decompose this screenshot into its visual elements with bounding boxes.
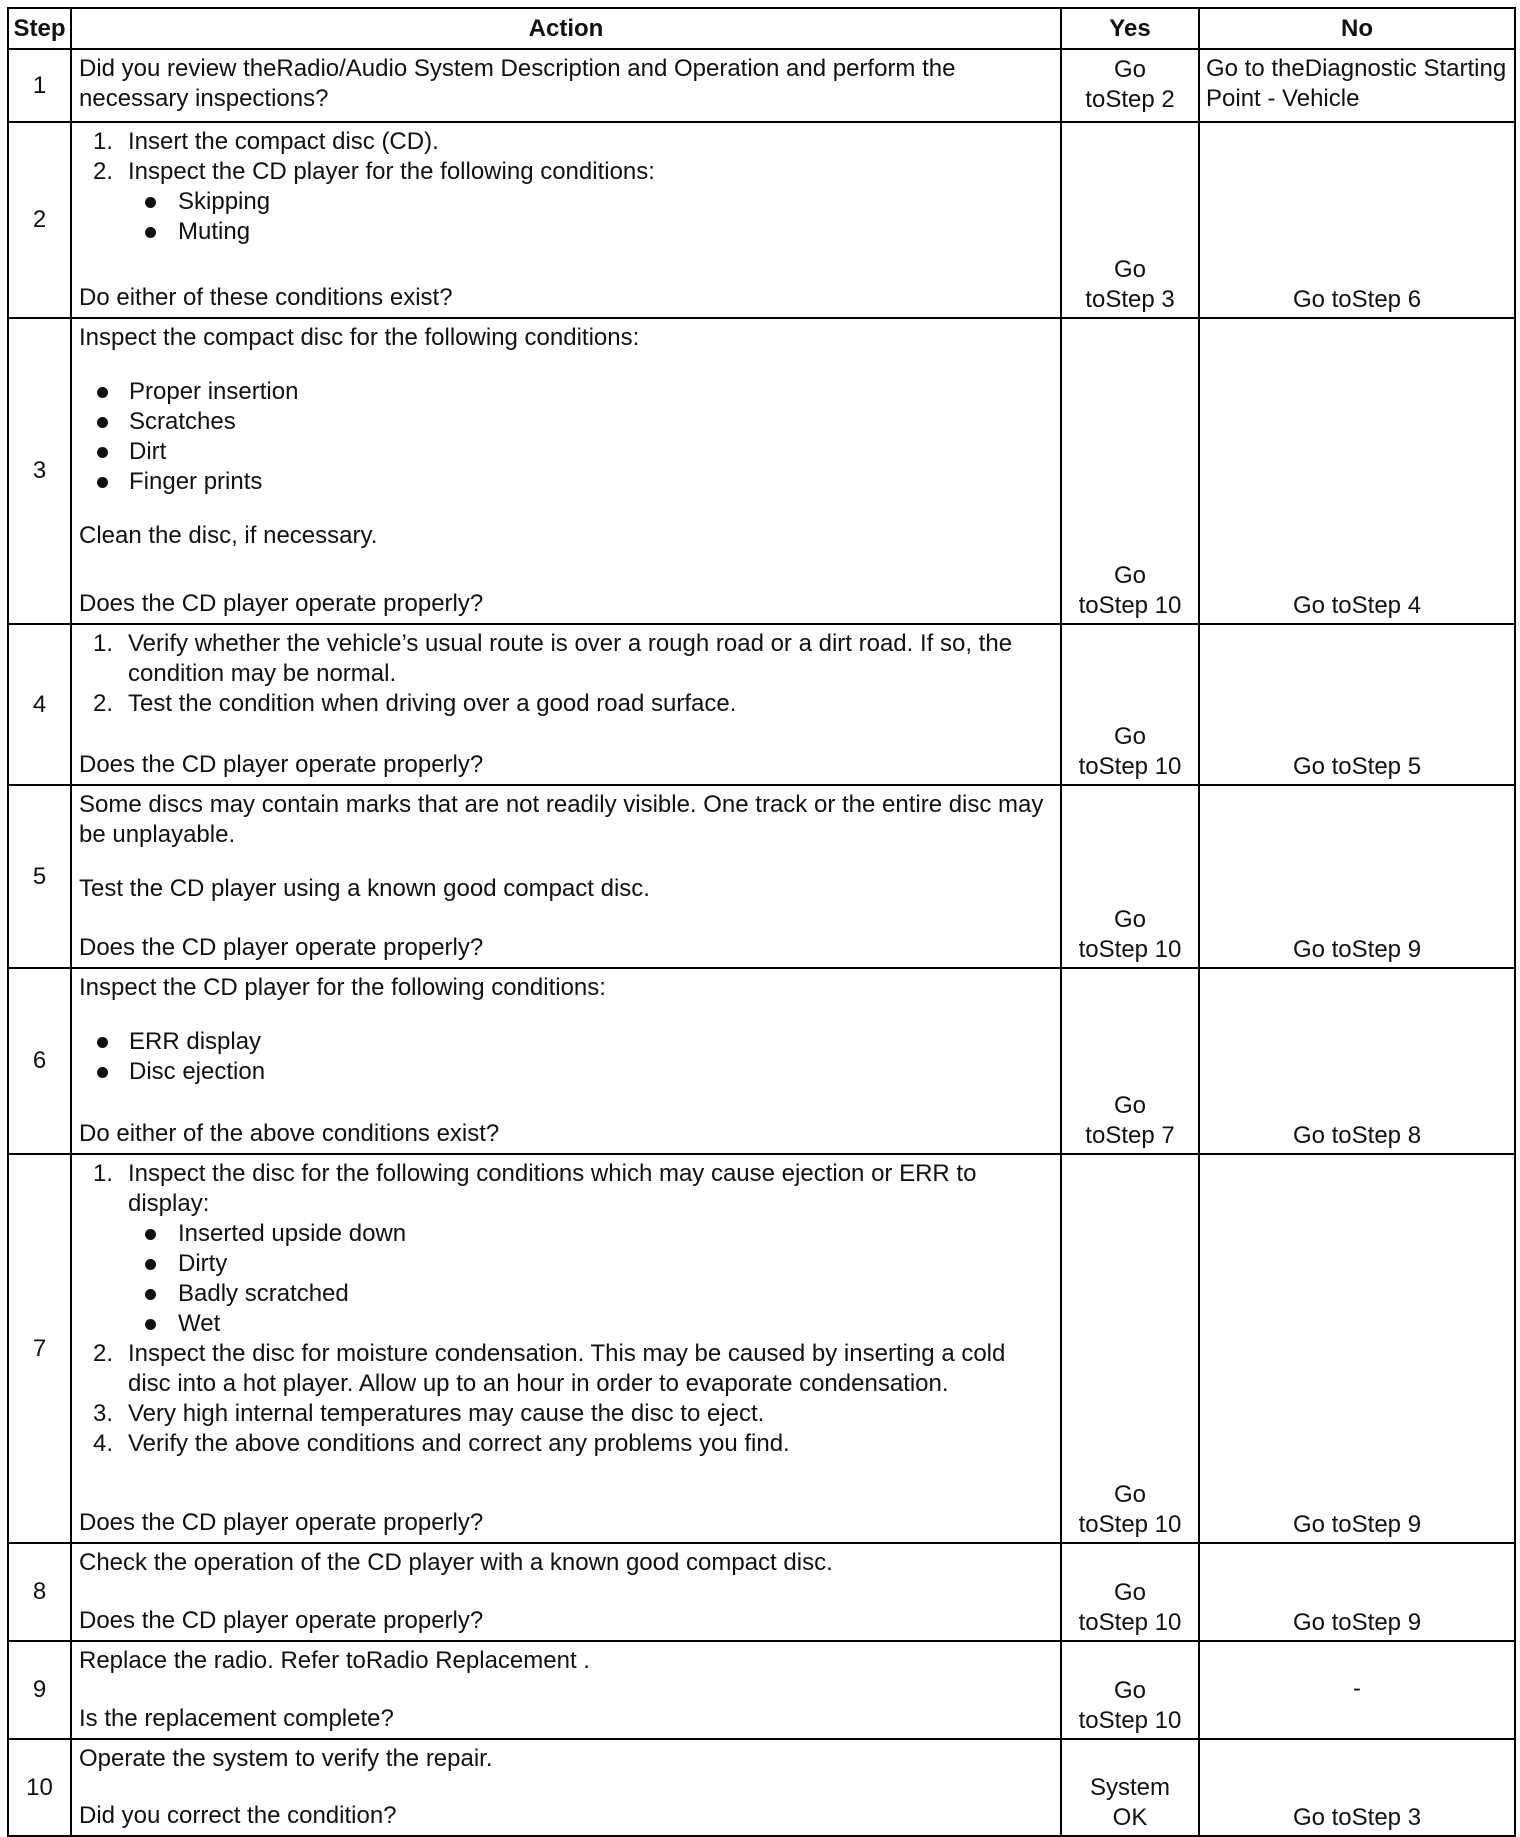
action-text: Inspect the CD player for the following conditions: bbox=[79, 974, 606, 1001]
action-cell bbox=[71, 318, 1061, 624]
question-text: Does the CD player operate properly? bbox=[79, 1607, 484, 1634]
header-no: No bbox=[1199, 8, 1515, 49]
diagnostic-table bbox=[7, 7, 1516, 1837]
table-row bbox=[8, 1641, 1515, 1739]
list-item-text: Inspect the disc for moisture condensation. This may be caused by inserting a cold disc into a hot player. Allow up to an hour in order to evaporate condensation. bbox=[128, 1340, 1006, 1397]
table-row bbox=[8, 122, 1515, 318]
yes-text-2: toStep 10 bbox=[1078, 1511, 1182, 1538]
list-item: 2. Inspect the disc for moisture condensation. This may be caused by inserting a cold disc into a hot player. Allow up to an hour in order to evaporate condensation. bbox=[93, 1340, 1006, 1397]
bullet-item: Finger prints bbox=[79, 467, 1054, 497]
yes-text-1: System bbox=[1089, 1774, 1170, 1801]
bullet-list bbox=[79, 377, 1054, 497]
bullet-list bbox=[128, 187, 1054, 247]
list-item: 2. Test the condition when driving over a good road surface. bbox=[93, 690, 737, 717]
list-item: 1. Insert the compact disc (CD). bbox=[93, 128, 439, 155]
yes-text-2: toStep 10 bbox=[1078, 592, 1182, 619]
header-step: Step bbox=[8, 8, 71, 49]
yes-text-1: Go bbox=[1113, 1579, 1146, 1606]
no-cell: Go toStep 8 bbox=[1199, 968, 1515, 1154]
no-cell: - bbox=[1199, 1641, 1515, 1739]
yes-cell bbox=[1061, 49, 1199, 122]
list-item-text: Very high internal temperatures may cause the disc to eject. bbox=[128, 1400, 765, 1427]
no-cell: Go toStep 5 bbox=[1199, 624, 1515, 785]
action-text: Clean the disc, if necessary. bbox=[79, 522, 378, 549]
step-number: 8 bbox=[8, 1543, 71, 1641]
table-row bbox=[8, 1154, 1515, 1543]
table-row bbox=[8, 624, 1515, 785]
yes-text-1: Go bbox=[1113, 1677, 1146, 1704]
yes-text-2: OK bbox=[1112, 1804, 1148, 1831]
table-row bbox=[8, 785, 1515, 968]
yes-text-1: Go bbox=[1113, 1481, 1146, 1508]
question-text: Is the replacement complete? bbox=[79, 1705, 394, 1732]
bullet-item: Disc ejection bbox=[79, 1057, 1054, 1087]
list-item-text: Inspect the disc for the following conditions which may cause ejection or ERR to display: bbox=[128, 1160, 977, 1217]
action-cell bbox=[71, 1641, 1061, 1739]
question-text: Do either of these conditions exist? bbox=[79, 284, 453, 311]
bullet-item: ERR display bbox=[79, 1027, 1054, 1057]
no-cell: Go toStep 4 bbox=[1199, 318, 1515, 624]
action-cell bbox=[71, 1154, 1061, 1543]
table-row bbox=[8, 49, 1515, 122]
yes-cell bbox=[1061, 1154, 1199, 1543]
action-text: Inspect the compact disc for the following conditions: bbox=[79, 324, 640, 351]
yes-text-1: Go bbox=[1113, 723, 1146, 750]
question-text: Does the CD player operate properly? bbox=[79, 590, 484, 617]
question-text: Does the CD player operate properly? bbox=[79, 934, 484, 961]
yes-text-2: toStep 3 bbox=[1085, 286, 1175, 313]
bullet-item: Scratches bbox=[79, 407, 1054, 437]
bullet-item: Dirty bbox=[128, 1249, 1054, 1279]
action-text: Replace the radio. Refer toRadio Replacement . bbox=[79, 1647, 590, 1674]
list-item-text: Test the condition when driving over a good road surface. bbox=[128, 690, 737, 717]
yes-text-1: Go bbox=[1113, 256, 1146, 283]
no-cell: Go toStep 6 bbox=[1199, 122, 1515, 318]
yes-cell bbox=[1061, 1739, 1199, 1836]
bullet-item: Badly scratched bbox=[128, 1279, 1054, 1309]
yes-cell bbox=[1061, 1641, 1199, 1739]
bullet-item: Wet bbox=[128, 1309, 1054, 1339]
list-item: 1. Inspect the disc for the following conditions which may cause ejection or ERR to display: Inserted upside down Dirty Badly scratched Wet bbox=[79, 1159, 1054, 1339]
yes-text-2: toStep 10 bbox=[1078, 936, 1182, 963]
yes-cell bbox=[1061, 318, 1199, 624]
list-item: 4. Verify the above conditions and correct any problems you find. bbox=[93, 1430, 790, 1457]
list-item-text: Insert the compact disc (CD). bbox=[128, 128, 439, 155]
action-text: Test the CD player using a known good compact disc. bbox=[79, 875, 650, 902]
yes-cell bbox=[1061, 624, 1199, 785]
no-cell: Go toStep 9 bbox=[1199, 1543, 1515, 1641]
action-cell bbox=[71, 624, 1061, 785]
table-row bbox=[8, 1543, 1515, 1641]
action-cell bbox=[71, 1543, 1061, 1641]
bullet-item: Proper insertion bbox=[79, 377, 1054, 407]
step-number: 3 bbox=[8, 318, 71, 624]
yes-cell bbox=[1061, 122, 1199, 318]
action-cell bbox=[71, 785, 1061, 968]
action-cell bbox=[71, 968, 1061, 1154]
list-item-text: Verify the above conditions and correct any problems you find. bbox=[128, 1430, 790, 1457]
list-item: 3. Very high internal temperatures may cause the disc to eject. bbox=[93, 1400, 765, 1427]
bullet-list bbox=[128, 1219, 1054, 1339]
step-number: 7 bbox=[8, 1154, 71, 1543]
no-cell: Go to theDiagnostic Starting Point - Vehicle bbox=[1199, 49, 1515, 122]
yes-text-2: toStep 10 bbox=[1078, 1609, 1182, 1636]
no-cell: Go toStep 3 bbox=[1199, 1739, 1515, 1836]
yes-text-1: Go bbox=[1113, 1092, 1146, 1119]
action-text: Check the operation of the CD player with a known good compact disc. bbox=[79, 1549, 833, 1576]
table-row bbox=[8, 318, 1515, 624]
yes-cell bbox=[1061, 968, 1199, 1154]
action-text: Operate the system to verify the repair. bbox=[79, 1745, 493, 1772]
no-cell: Go toStep 9 bbox=[1199, 1154, 1515, 1543]
bullet-item: Skipping bbox=[128, 187, 1054, 217]
action-cell bbox=[71, 122, 1061, 318]
table-row bbox=[8, 968, 1515, 1154]
question-text: Do either of the above conditions exist? bbox=[79, 1120, 500, 1147]
action-text: Some discs may contain marks that are not readily visible. One track or the entire disc may be unplayable. bbox=[79, 791, 1044, 848]
yes-text-2: toStep 10 bbox=[1078, 1707, 1182, 1734]
no-cell: Go toStep 9 bbox=[1199, 785, 1515, 968]
numbered-list bbox=[79, 127, 1054, 247]
yes-cell bbox=[1061, 1543, 1199, 1641]
question-text: Does the CD player operate properly? bbox=[79, 1509, 484, 1536]
step-number: 1 bbox=[8, 49, 71, 122]
header-row bbox=[8, 8, 1515, 49]
action-cell bbox=[71, 1739, 1061, 1836]
action-cell bbox=[71, 49, 1061, 122]
list-item: 1. Verify whether the vehicle’s usual route is over a rough road or a dirt road. If so, the condition may be normal. bbox=[93, 630, 1013, 687]
question-text: Did you correct the condition? bbox=[79, 1802, 397, 1829]
step-number: 4 bbox=[8, 624, 71, 785]
numbered-list bbox=[79, 629, 1054, 719]
yes-text-1: Go bbox=[1113, 906, 1146, 933]
step-number: 2 bbox=[8, 122, 71, 318]
yes-text-2: toStep 10 bbox=[1078, 753, 1182, 780]
table-row bbox=[8, 1739, 1515, 1836]
bullet-list bbox=[79, 1027, 1054, 1087]
step-number: 10 bbox=[8, 1739, 71, 1836]
bullet-item: Dirt bbox=[79, 437, 1054, 467]
step-number: 5 bbox=[8, 785, 71, 968]
step-number: 9 bbox=[8, 1641, 71, 1739]
bullet-item: Inserted upside down bbox=[128, 1219, 1054, 1249]
header-yes: Yes bbox=[1061, 8, 1199, 49]
numbered-list bbox=[79, 1159, 1054, 1459]
bullet-item: Muting bbox=[128, 217, 1054, 247]
list-item: 2. Inspect the CD player for the following conditions: Skipping Muting bbox=[79, 157, 1054, 247]
list-item-text: Verify whether the vehicle’s usual route is over a rough road or a dirt road. If so, the condition may be normal. bbox=[128, 630, 1013, 687]
question-text: Does the CD player operate properly? bbox=[79, 751, 484, 778]
yes-text-1: Go bbox=[1113, 562, 1146, 589]
yes-cell bbox=[1061, 785, 1199, 968]
yes-text-2: toStep 2 bbox=[1085, 85, 1175, 113]
yes-text-1: Go bbox=[1113, 55, 1146, 83]
yes-text-2: toStep 7 bbox=[1085, 1122, 1175, 1149]
header-action: Action bbox=[71, 8, 1061, 49]
action-text: Did you review theRadio/Audio System Description and Operation and perform the necessary inspections? bbox=[79, 55, 956, 112]
step-number: 6 bbox=[8, 968, 71, 1154]
list-item-text: Inspect the CD player for the following conditions: bbox=[128, 158, 655, 185]
